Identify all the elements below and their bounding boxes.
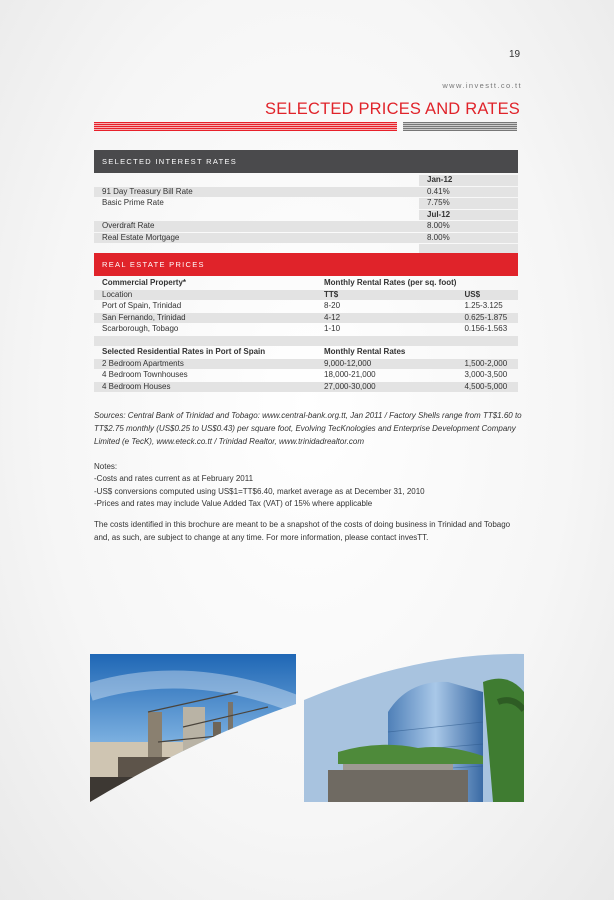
sources-text: Sources: Central Bank of Trinidad and Tobago: www.central-bank.org.tt, Jan 2011 / Factory Shells range from TT$1.60 to TT$2.75 monthly (US$0.25 to US$0.43) per square foot, Evolving TecKnologies and Enterprise Development Company Limited (e TecK), www.eteck.co.tt / Trinidad Realtor, www.trinidadrealtor.com — [94, 411, 522, 447]
real-estate-cell: TT$ — [316, 290, 456, 301]
real-estate-cell: Port of Spain, Trinidad — [102, 301, 182, 310]
real-estate-cell: 2 Bedroom Apartments — [94, 359, 316, 370]
red-stripe-divider — [94, 122, 397, 131]
real-estate-cell: Monthly Rental Rates — [324, 347, 406, 356]
website-url[interactable]: www.investt.co.tt — [442, 81, 522, 90]
real-estate-cell — [456, 278, 518, 289]
real-estate-row — [94, 347, 518, 358]
interest-value: Jan-12 — [419, 175, 518, 186]
real-estate-cell: US$ — [456, 290, 518, 301]
interest-row — [94, 233, 518, 244]
page-title: SELECTED PRICES AND RATES — [264, 100, 520, 118]
real-estate-row — [94, 370, 518, 381]
real-estate-cell — [456, 347, 518, 358]
notes-block — [94, 461, 522, 510]
real-estate-cell: Selected Residential Rates in Port of Spain — [102, 347, 266, 356]
real-estate-cell: Scarborough, Tobago — [102, 324, 179, 333]
interest-label: Real Estate Mortgage — [94, 233, 419, 244]
real-estate-row — [94, 313, 518, 324]
interest-rates-heading: SELECTED INTEREST RATES — [94, 150, 518, 173]
real-estate-cell — [94, 336, 316, 347]
disclaimer-paragraph: The costs identified in this brochure are meant to be a snapshot of the costs of doing business in Trinidad and Tobago and, as such, are subject to change at any time. For more information, please contact invesTT. — [94, 520, 511, 543]
real-estate-heading: REAL ESTATE PRICES — [94, 253, 518, 276]
industrial-photo — [88, 654, 308, 802]
real-estate-cell: 9,000-12,000 — [316, 359, 456, 370]
real-estate-cell — [456, 336, 518, 347]
interest-value: 8.00% — [419, 233, 518, 244]
interest-row — [94, 175, 518, 186]
tower-photo — [304, 652, 524, 802]
real-estate-cell: 4-12 — [316, 313, 456, 324]
real-estate-cell: 18,000-21,000 — [324, 370, 376, 379]
real-estate-row — [94, 278, 518, 289]
note-item: -Prices and rates may include Value Added Tax (VAT) of 15% where applicable — [94, 498, 373, 508]
interest-row — [94, 198, 518, 209]
real-estate-cell: 27,000-30,000 — [316, 382, 456, 393]
interest-label: 91 Day Treasury Bill Rate — [94, 187, 419, 198]
interest-label: Overdraft Rate — [94, 221, 419, 232]
real-estate-cell: 1,500-2,000 — [456, 359, 518, 370]
real-estate-row — [94, 359, 518, 370]
real-estate-cell: 4,500-5,000 — [456, 382, 518, 393]
real-estate-cell: 8-20 — [324, 301, 341, 310]
real-estate-cell: 0.625-1.875 — [456, 313, 518, 324]
real-estate-cell: 1-10 — [324, 324, 341, 333]
real-estate-table — [94, 277, 518, 393]
interest-label — [94, 175, 419, 186]
interest-rates-table — [94, 174, 518, 256]
real-estate-cell — [316, 336, 456, 347]
real-estate-cell: Location — [94, 290, 316, 301]
note-item: -Costs and rates current as at February 2011 — [94, 474, 254, 484]
interest-label — [94, 210, 419, 221]
interest-row — [94, 187, 518, 198]
interest-value: 0.41% — [419, 187, 518, 198]
grey-stripe-divider — [403, 122, 517, 131]
page-number: 19 — [509, 49, 521, 60]
real-estate-row — [94, 324, 518, 335]
interest-row — [94, 210, 518, 221]
real-estate-cell: 0.156-1.563 — [464, 324, 508, 333]
real-estate-row — [94, 301, 518, 312]
real-estate-row — [94, 382, 518, 393]
notes-heading: Notes: — [94, 462, 118, 471]
interest-row — [94, 221, 518, 232]
real-estate-row — [94, 336, 518, 347]
real-estate-cell: San Fernando, Trinidad — [94, 313, 316, 324]
interest-label: Basic Prime Rate — [102, 198, 164, 207]
real-estate-cell: 4 Bedroom Houses — [94, 382, 316, 393]
real-estate-row — [94, 290, 518, 301]
photo-collage — [88, 652, 524, 802]
interest-value: 8.00% — [419, 221, 518, 232]
real-estate-cell: Monthly Rental Rates (per sq. foot) — [324, 278, 457, 287]
interest-value: Jul-12 — [419, 210, 518, 221]
interest-value: 7.75% — [419, 198, 518, 209]
real-estate-cell: 3,000-3,500 — [464, 370, 508, 379]
note-item: -US$ conversions computed using US$1=TT$6.40, market average as at December 31, 2010 — [94, 486, 425, 496]
real-estate-cell: 4 Bedroom Townhouses — [102, 370, 188, 379]
real-estate-cell: 1.25-3.125 — [464, 301, 503, 310]
real-estate-cell: Commercial Property* — [102, 278, 187, 287]
